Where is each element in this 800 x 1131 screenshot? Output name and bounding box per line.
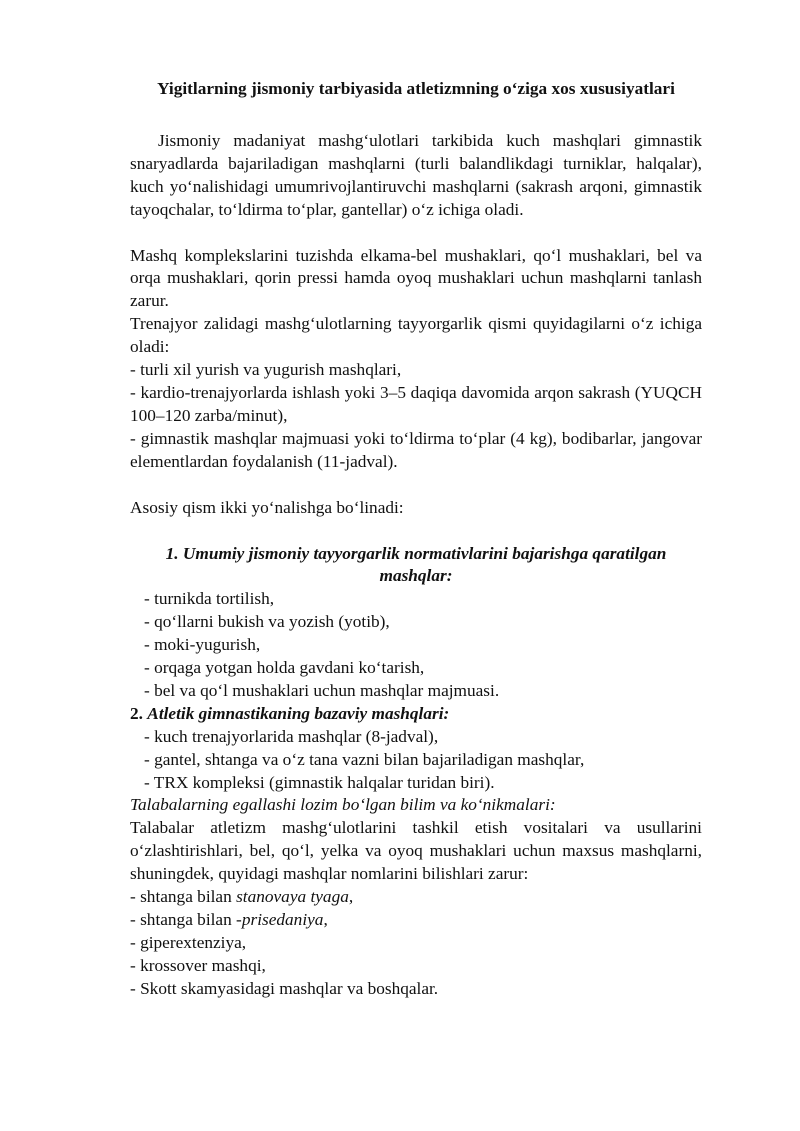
section2-number: 2. [130, 703, 143, 723]
prep-intro-paragraph: Trenajyor zalidagi mashg‘ulotlarning tayyorgarlik qismi quyidagilarni o‘z ichiga oladi: [130, 314, 702, 357]
section1-list-item: - qo‘llarni bukish va yozish (yotib), [144, 612, 390, 632]
main-intro-paragraph: Asosiy qism ikki yo‘nalishga bo‘linadi: [130, 497, 404, 517]
prep-list-item: - turli xil yurish va yugurish mashqlari, [130, 360, 402, 380]
exercise-item: - giperextenziya, [130, 932, 247, 952]
spacer [130, 520, 702, 543]
section1-list-item: - moki-yugurish, [144, 635, 261, 655]
complex-paragraph: Mashq komplekslarini tuzishda elkama-bel mushaklari, qo‘l mushaklari, bel va orqa mushaklari, qorin pressi hamda oyoq mushaklari uchun mashqlarni tanlash zarur. [130, 245, 702, 311]
section2-list-item: - kuch trenajyorlarida mashqlar (8-jadval), [144, 726, 439, 746]
section2-heading [130, 703, 702, 726]
document-page [130, 78, 702, 1001]
section2-list-item: - TRX kompleksi (gimnastik halqalar turidan biri). [144, 772, 495, 792]
intro-paragraph: Jismoniy madaniyat mashg‘ulotlari tarkibida kuch mashqlari gimnastik snaryadlarda bajariladigan mashqlarni (turli balandlikdagi turniklar, halqalar), kuch yo‘nalishidagi umumrivojlantiruvchi mashqlarni (sakrash arqoni, gimnastik tayoqchalar, to‘ldirma to‘plar, gantellar) o‘z ichiga oladi. [130, 130, 702, 219]
section2-heading-text: Atletik gimnastikaning bazaviy mashqlari: [147, 703, 450, 723]
section2-list-item: - gantel, shtanga va o‘z tana vazni bilan bajariladigan mashqlar, [144, 749, 585, 769]
section1-list-item: - orqaga yotgan holda gavdani ko‘tarish, [144, 658, 425, 678]
exercise-item: - shtanga bilan stanovaya tyaga, [130, 887, 354, 907]
section1-heading: 1. Umumiy jismoniy tayyorgarlik normativlarini bajarishga qaratilgan mashqlar: [165, 543, 667, 586]
spacer [130, 474, 702, 497]
exercise-item: - krossover mashqi, [130, 955, 266, 975]
skills-paragraph: Talabalar atletizm mashg‘ulotlarini tashkil etish vositalari va usullarini o‘zlashtirishlari, bel, qo‘l, yelka va oyoq mushaklari uchun maxsus mashqlarni, shuningdek, quyidagi mashqlar nomlarini bilishlari zarur: [130, 818, 702, 884]
spacer [130, 222, 702, 245]
section1-list-item: - bel va qo‘l mushaklari uchun mashqlar majmuasi. [144, 680, 500, 700]
skills-heading: Talabalarning egallashi lozim bo‘lgan bilim va ko‘nikmalari: [130, 795, 556, 815]
prep-list-item: - gimnastik mashqlar majmuasi yoki to‘ldirma to‘plar (4 kg), bodibarlar, jangovar elementlardan foydalanish (11-jadval). [130, 428, 702, 471]
section1-list-item: - turnikda tortilish, [144, 589, 275, 609]
exercise-item: - Skott skamyasidagi mashqlar va boshqalar. [130, 978, 439, 998]
document-title: Yigitlarning jismoniy tarbiyasida atletizmning o‘ziga xos xususiyatlari [157, 79, 675, 98]
prep-list-item: - kardio-trenajyorlarda ishlash yoki 3–5 daqiqa davomida arqon sakrash (YUQCH 100–120 zarba/minut), [130, 382, 702, 425]
exercise-item: - shtanga bilan -prisedaniya, [130, 910, 328, 929]
